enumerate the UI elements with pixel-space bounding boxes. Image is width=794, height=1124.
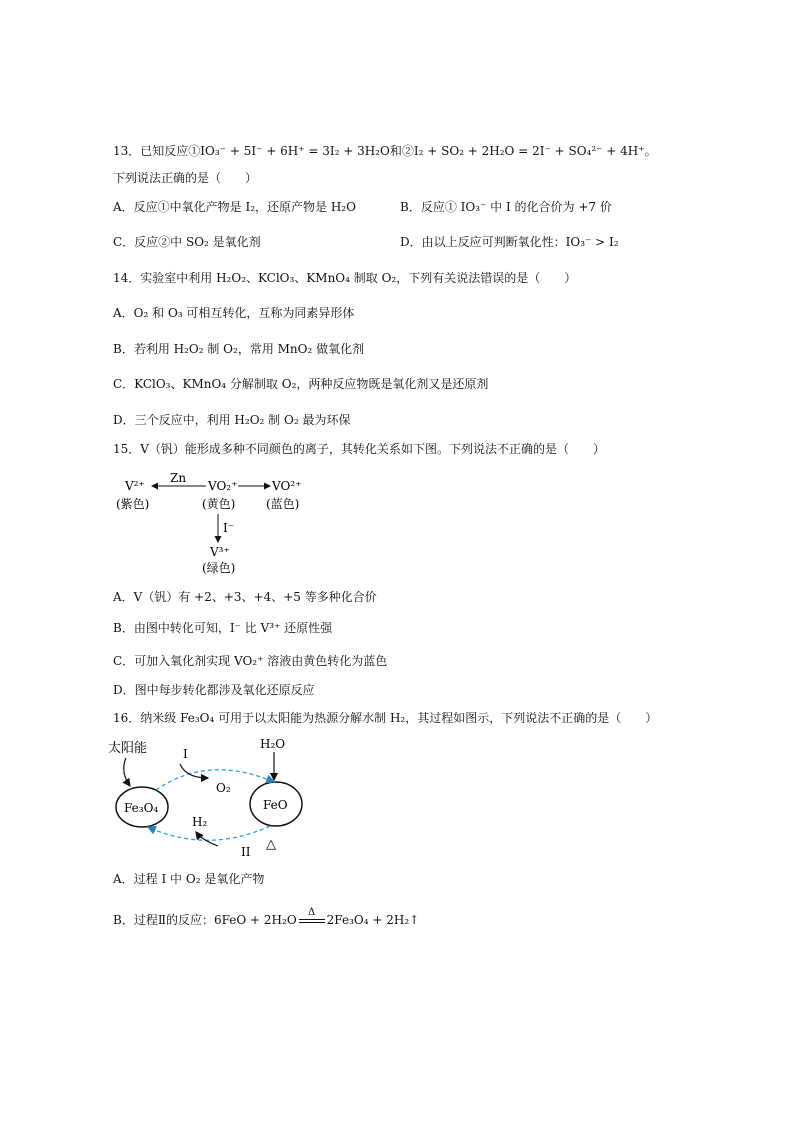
iminus-label: I⁻ <box>223 521 235 535</box>
vo2plus-color-label: (黄色) <box>202 497 236 511</box>
v2-label: V²⁺ <box>125 479 145 493</box>
v3-label: V³⁺ <box>210 545 230 559</box>
q13-option-a: A．反应①中氧化产物是 I₂，还原产物是 H₂O <box>113 200 356 214</box>
q14-stem: 14．实验室中利用 H₂O₂、KClO₃、KMnO₄ 制取 O₂，下列有关说法错误的是（ ） <box>113 271 577 285</box>
q13-option-c: C．反应②中 SO₂ 是氧化剂 <box>113 235 261 249</box>
process-ii-path <box>148 826 270 840</box>
q13-prompt: 下列说法正确的是（ ） <box>113 171 258 185</box>
vanadium-diagram <box>110 468 310 578</box>
q13-number: 13． <box>113 144 141 158</box>
zn-label: Zn <box>170 471 187 485</box>
fe3o4-label: Fe₃O₄ <box>124 801 159 815</box>
solar-label: 太阳能 <box>108 741 148 756</box>
h2-label: H₂ <box>192 815 208 829</box>
q13-stem-prefix: 已知反应① <box>140 144 201 158</box>
h2o-label: H₂O <box>260 737 286 751</box>
q13-option-d: D．由以上反应可判断氧化性：IO₃⁻ > I₂ <box>400 235 619 249</box>
q13-reaction1: IO₃⁻ + 5I⁻ + 6H⁺ = 3I₂ + 3H₂O <box>200 144 390 158</box>
q14-option-a: A．O₂ 和 O₃ 可相互转化，互称为同素异形体 <box>113 306 355 320</box>
q15-stem: 15．V（钒）能形成多种不同颜色的离子，其转化关系如下图。下列说法不正确的是（ ） <box>113 442 605 456</box>
step-ii-label: II <box>241 845 251 859</box>
q16-option-b-right: 2Fe₃O₄ + 2H₂↑ <box>326 913 420 927</box>
q15-option-d: D．图中每步转化都涉及氧化还原反应 <box>113 683 315 697</box>
q13-connector: 和② <box>389 144 414 158</box>
q16-option-a: A．过程 I 中 O₂ 是氧化产物 <box>113 872 265 886</box>
step-i-label: I <box>183 747 188 761</box>
q13-end: 。 <box>644 144 657 158</box>
q14-option-d: D．三个反应中，利用 H₂O₂ 制 O₂ 最为环保 <box>113 413 351 427</box>
q13-option-b: B．反应① IO₃⁻ 中 I 的化合价为 +7 价 <box>400 200 612 214</box>
process-i-path <box>156 770 274 790</box>
vo2plus-label: VO₂⁺ <box>208 479 238 493</box>
vo2p2-color-label: (蓝色) <box>266 497 300 511</box>
q16-stem: 16．纳米级 Fe₃O₄ 可用于以太阳能为热源分解水制 H₂，其过程如图示，下列说法不正确的是（ ） <box>113 711 658 725</box>
solar-water-splitting-diagram <box>108 734 328 864</box>
q14-option-c: C．KClO₃、KMnO₄ 分解制取 O₂，两种反应物既是氧化剂又是还原剂 <box>113 377 489 391</box>
q13-stem <box>113 143 657 159</box>
v3-color-label: (绿色) <box>202 561 236 575</box>
q13-reaction2: I₂ + SO₂ + 2H₂O = 2I⁻ + SO₄²⁻ + 4H⁺ <box>413 144 645 158</box>
q16-option-b <box>113 906 420 928</box>
v2-color-label: (紫色) <box>116 497 150 511</box>
q16-option-b-left: 6FeO + 2H₂O <box>213 913 297 927</box>
q15-option-c: C．可加入氧化剂实现 VO₂⁺ 溶液由黄色转化为蓝色 <box>113 654 388 668</box>
q14-option-b: B．若利用 H₂O₂ 制 O₂，常用 MnO₂ 做氧化剂 <box>113 342 365 356</box>
q15-option-b: B．由图中转化可知，I⁻ 比 V³⁺ 还原性强 <box>113 621 333 635</box>
heat-symbol: △ <box>266 837 276 852</box>
feo-label: FeO <box>263 798 288 812</box>
h2-arrow <box>196 832 218 846</box>
vo2p2-label: VO²⁺ <box>272 479 302 493</box>
heat-condition: Δ <box>308 906 316 918</box>
q15-option-a: A．V（钒）有 +2、+3、+4、+5 等多种化合价 <box>113 590 377 604</box>
reaction-condition <box>297 906 327 923</box>
q16-option-b-prefix: B．过程Ⅱ的反应： <box>113 913 214 927</box>
o2-label: O₂ <box>216 781 231 795</box>
solar-arrow <box>124 758 130 786</box>
